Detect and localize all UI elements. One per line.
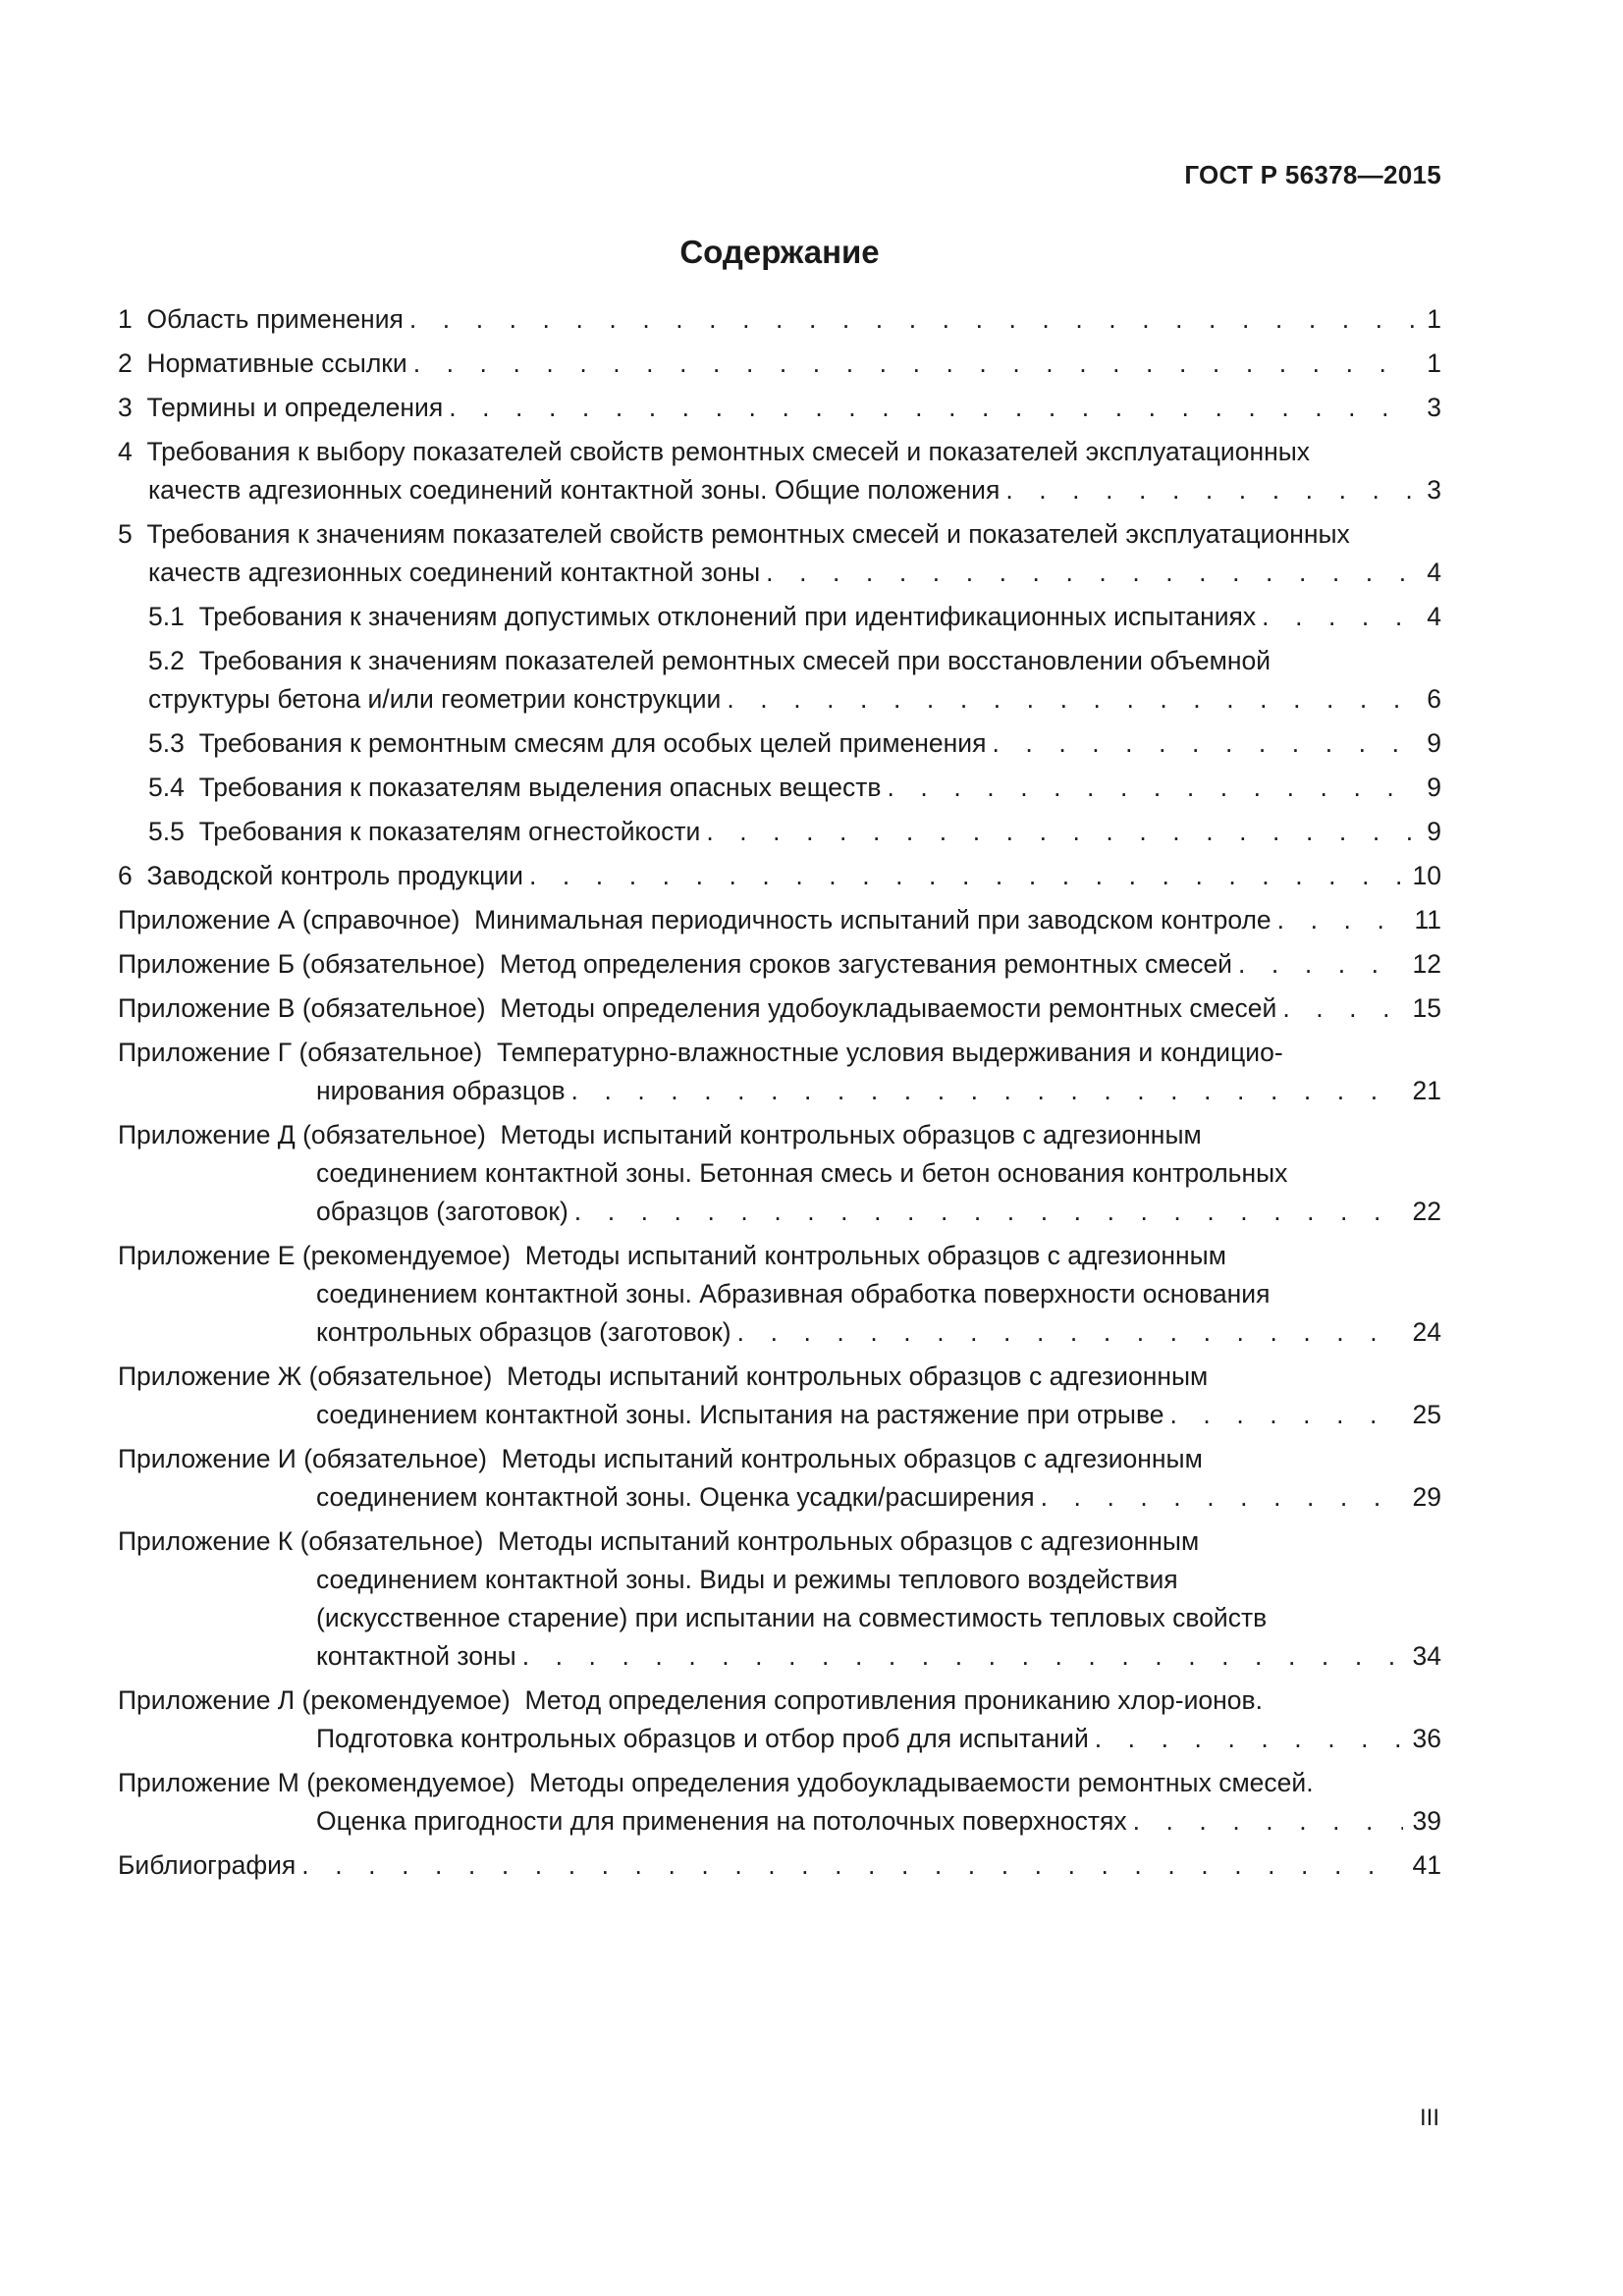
toc-text: Приложение Л (рекомендуемое) Метод определения сопротивления прониканию хлор-ионов.: [118, 1685, 1263, 1715]
toc-appendix-g[interactable]: [118, 1034, 1441, 1110]
toc-text-cont: нирования образцов: [316, 1076, 566, 1105]
leader-dots: [574, 1193, 1403, 1231]
leader-dots: [1277, 901, 1405, 939]
toc-text: Приложение К (обязательное) Методы испытаний контрольных образцов с адгезионным: [118, 1526, 1200, 1556]
toc-text-cont: качеств адгезионных соединений контактной зоны. Общие положения: [148, 475, 1001, 505]
toc-entry-5[interactable]: [118, 515, 1441, 592]
toc-appendix-e[interactable]: [118, 1237, 1441, 1352]
toc-number: 5.4: [148, 773, 185, 802]
leader-dots: [888, 769, 1415, 807]
toc-text: Приложение Д (обязательное) Методы испытаний контрольных образцов с адгезионным: [118, 1120, 1202, 1149]
page-number: III: [1419, 2105, 1439, 2131]
toc-text: Приложение Б (обязательное) Метод определения сроков загустевания ремонтных смесей: [118, 949, 1232, 979]
toc-entry-1[interactable]: [118, 300, 1441, 339]
leader-dots: [301, 1846, 1402, 1885]
toc-number: 6: [118, 861, 133, 890]
toc-entry-6[interactable]: [118, 857, 1441, 895]
toc-text: Требования к показателям выделения опасных веществ: [198, 773, 882, 802]
toc-text: Библиография: [118, 1850, 297, 1880]
toc-appendix-m[interactable]: [118, 1764, 1441, 1841]
toc-entry-5-5[interactable]: [118, 813, 1441, 851]
toc-text: Приложение Г (обязательное) Температурно-влажностные условия выдерживания и кондицио-: [118, 1038, 1283, 1067]
leader-dots: [1041, 1478, 1403, 1517]
toc-page: 34: [1412, 1641, 1441, 1671]
toc-text: Требования к показателям огнестойкости: [198, 817, 701, 846]
leader-dots: [706, 813, 1414, 851]
toc-page: 36: [1412, 1724, 1441, 1753]
toc-text: Термины и определения: [146, 393, 444, 422]
toc-text-cont: Подготовка контрольных образцов и отбор проб для испытаний: [316, 1724, 1089, 1753]
toc-number: 5: [118, 519, 133, 549]
toc-page: 3: [1427, 475, 1441, 505]
toc-text: Требования к выбору показателей свойств ремонтных смесей и показателей эксплуатационных: [146, 437, 1311, 466]
toc-entry-5-3[interactable]: [118, 724, 1441, 763]
toc-text: Область применения: [146, 304, 404, 334]
toc-page: 10: [1412, 861, 1441, 890]
toc-number: 1: [118, 304, 133, 334]
toc-number: 5.2: [148, 646, 185, 675]
leader-dots: [737, 1313, 1403, 1352]
toc-text-cont: контактной зоны: [316, 1641, 516, 1671]
toc-bibliography[interactable]: [118, 1846, 1441, 1885]
toc-appendix-a[interactable]: [118, 901, 1441, 939]
table-of-contents: [118, 300, 1441, 1891]
toc-text: Приложение Е (рекомендуемое) Методы испытаний контрольных образцов с адгезионным: [118, 1241, 1226, 1270]
leader-dots: [1238, 945, 1403, 984]
toc-number: 5.1: [148, 602, 185, 631]
toc-page: 39: [1412, 1806, 1441, 1836]
toc-page: 15: [1412, 993, 1441, 1023]
toc-number: 4: [118, 437, 133, 466]
toc-page: 1: [1427, 304, 1441, 334]
leader-dots: [727, 680, 1414, 719]
toc-text-cont: соединением контактной зоны. Испытания на растяжение при отрыве: [316, 1400, 1164, 1429]
toc-entry-3[interactable]: [118, 389, 1441, 427]
toc-text: Приложение В (обязательное) Методы определения удобоукладываемости ремонтных смесей: [118, 993, 1277, 1023]
toc-number: 5.5: [148, 817, 185, 846]
toc-page: 4: [1427, 558, 1441, 587]
toc-page: 9: [1427, 728, 1441, 758]
leader-dots: [449, 389, 1414, 427]
toc-entry-5-4[interactable]: [118, 769, 1441, 807]
leader-dots: [992, 724, 1414, 763]
toc-page: 3: [1427, 393, 1441, 422]
toc-text-cont: контрольных образцов (заготовок): [316, 1317, 731, 1347]
toc-number: 5.3: [148, 728, 185, 758]
toc-text: Требования к ремонтным смесям для особых целей применения: [198, 728, 987, 758]
toc-text-cont: соединением контактной зоны. Виды и режимы теплового воздействия: [316, 1565, 1178, 1594]
toc-page: 12: [1412, 949, 1441, 979]
leader-dots: [1169, 1396, 1402, 1434]
toc-page: 21: [1412, 1076, 1441, 1105]
toc-page: 41: [1412, 1850, 1441, 1880]
toc-text-cont: качеств адгезионных соединений контактной зоны: [148, 558, 761, 587]
toc-appendix-i[interactable]: [118, 1440, 1441, 1517]
toc-entry-4[interactable]: [118, 433, 1441, 509]
toc-page: 6: [1427, 684, 1441, 714]
toc-text: Требования к значениям допустимых отклонений при идентификационных испытаниях: [198, 602, 1257, 631]
toc-text: Требования к значениям показателей свойств ремонтных смесей и показателей эксплуатационных: [146, 519, 1350, 549]
toc-page: 9: [1427, 773, 1441, 802]
toc-text: Приложение И (обязательное) Методы испытаний контрольных образцов с адгезионным: [118, 1444, 1203, 1473]
toc-entry-5-2[interactable]: [118, 642, 1441, 719]
toc-appendix-b[interactable]: [118, 945, 1441, 984]
toc-number: 3: [118, 393, 133, 422]
document-code: ГОСТ Р 56378—2015: [1184, 160, 1441, 189]
leader-dots: [529, 857, 1403, 895]
leader-dots: [1005, 471, 1414, 509]
toc-number: 2: [118, 348, 133, 378]
toc-text-cont: Оценка пригодности для применения на потолочных поверхностях: [316, 1806, 1127, 1836]
toc-text: Нормативные ссылки: [146, 348, 407, 378]
toc-appendix-l[interactable]: [118, 1682, 1441, 1758]
toc-text: Приложение М (рекомендуемое) Методы определения удобоукладываемости ремонтных смесей.: [118, 1768, 1314, 1797]
toc-text-cont: соединением контактной зоны. Абразивная обработка поверхности основания: [316, 1279, 1271, 1308]
toc-appendix-k[interactable]: [118, 1522, 1441, 1676]
leader-dots: [1095, 1720, 1403, 1758]
toc-text: Приложение А (справочное) Минимальная периодичность испытаний при заводском контроле: [118, 905, 1271, 934]
toc-page: 11: [1414, 905, 1441, 934]
leader-dots: [409, 300, 1414, 339]
toc-entry-2[interactable]: [118, 345, 1441, 383]
toc-text-cont: (искусственное старение) при испытании на совместимость тепловых свойств: [316, 1603, 1268, 1632]
page-title: Содержание: [679, 234, 880, 270]
toc-text: Заводской контроль продукции: [146, 861, 523, 890]
leader-dots: [571, 1072, 1403, 1110]
toc-page: 22: [1412, 1197, 1441, 1226]
leader-dots: [1133, 1802, 1403, 1841]
toc-page: 29: [1412, 1482, 1441, 1512]
toc-page: 25: [1412, 1400, 1441, 1429]
toc-text: Приложение Ж (обязательное) Методы испытаний контрольных образцов с адгезионным: [118, 1362, 1209, 1391]
leader-dots: [522, 1637, 1403, 1676]
toc-page: 1: [1427, 348, 1441, 378]
toc-page: 4: [1427, 602, 1441, 631]
leader-dots: [1282, 989, 1402, 1028]
toc-appendix-v[interactable]: [118, 989, 1441, 1028]
toc-text-cont: соединением контактной зоны. Бетонная смесь и бетон основания контрольных: [316, 1158, 1288, 1188]
leader-dots: [1262, 598, 1414, 636]
toc-page: 9: [1427, 817, 1441, 846]
toc-page: 24: [1412, 1317, 1441, 1347]
leader-dots: [766, 554, 1414, 592]
toc-appendix-d[interactable]: [118, 1116, 1441, 1231]
toc-text: Требования к значениям показателей ремонтных смесей при восстановлении объемной: [198, 646, 1271, 675]
toc-text-cont: структуры бетона и/или геометрии конструкции: [148, 684, 722, 714]
toc-entry-5-1[interactable]: [118, 598, 1441, 636]
toc-appendix-zh[interactable]: [118, 1358, 1441, 1434]
toc-text-cont: соединением контактной зоны. Оценка усадки/расширения: [316, 1482, 1035, 1512]
leader-dots: [413, 345, 1414, 383]
toc-text-cont: образцов (заготовок): [316, 1197, 568, 1226]
